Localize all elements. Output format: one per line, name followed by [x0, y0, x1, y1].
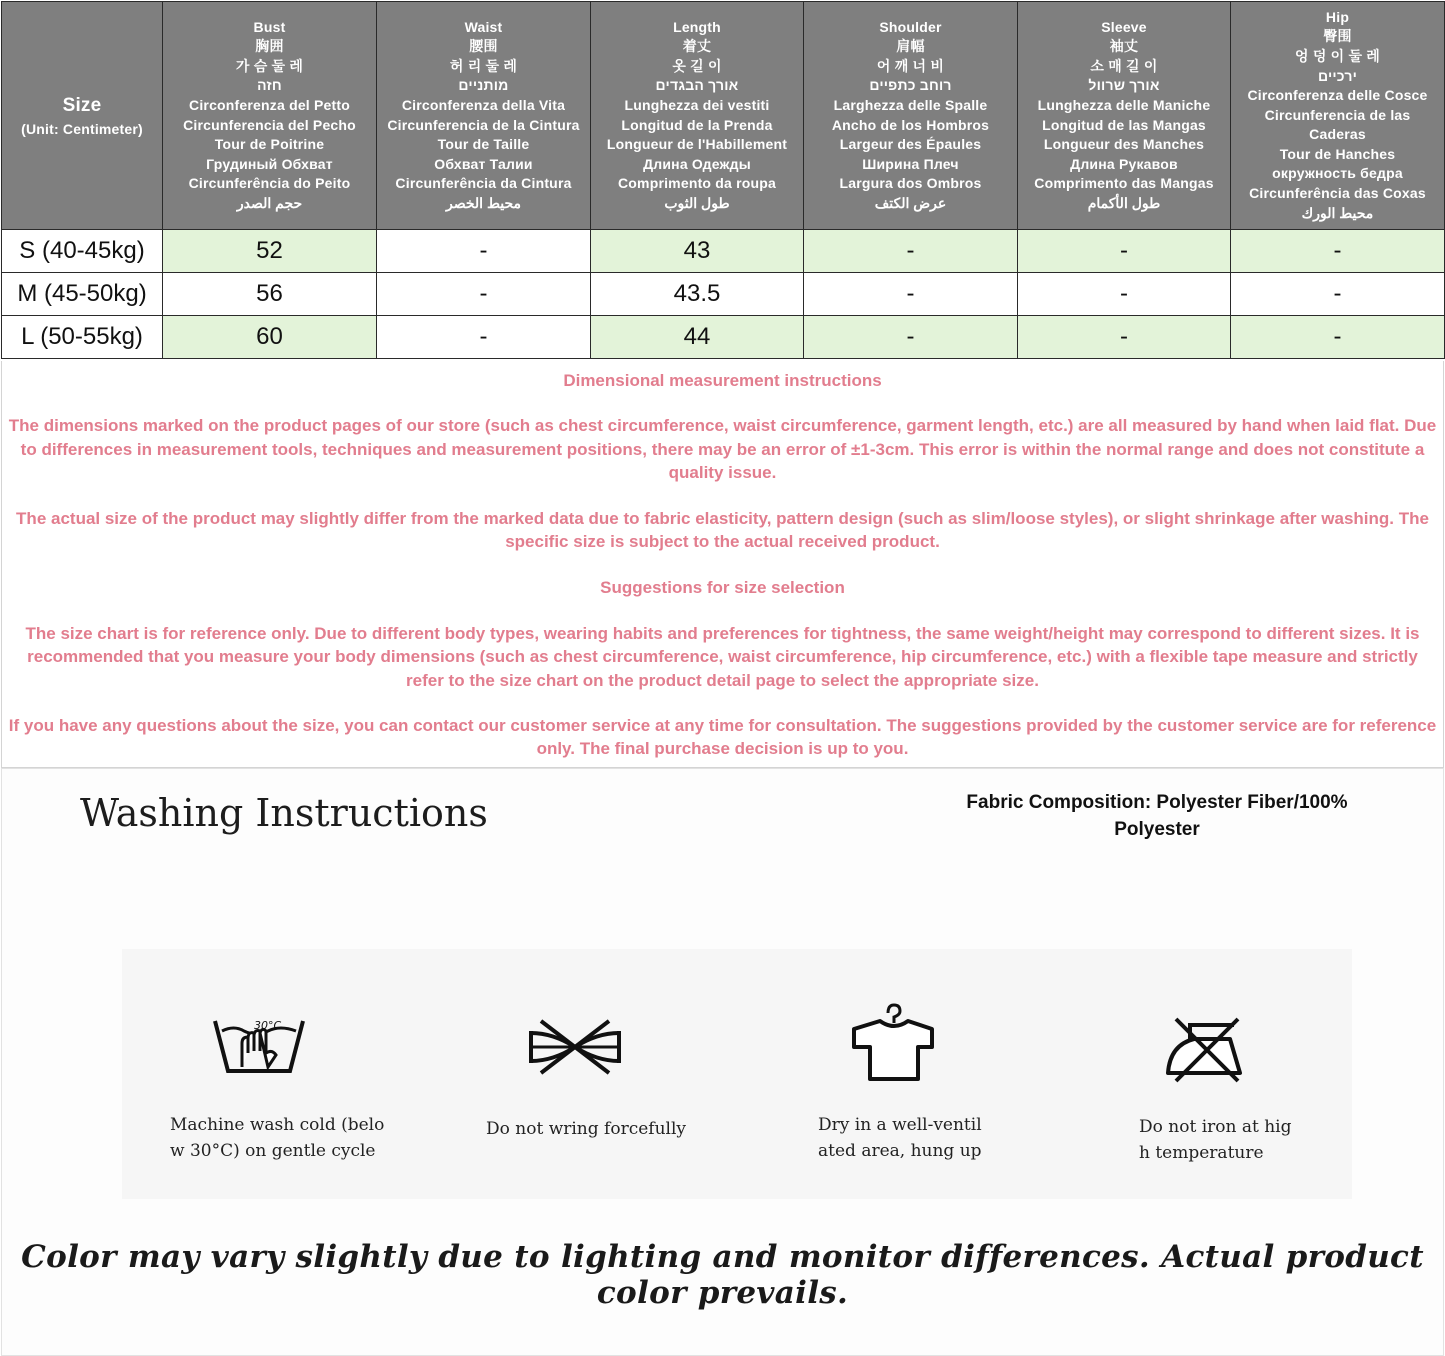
do-not-wring-icon — [527, 1019, 767, 1075]
size-table-header-row — [2, 2, 1445, 230]
column-header-line: Largura dos Ombros — [839, 175, 982, 192]
column-header-line: Comprimento da roupa — [617, 175, 776, 192]
column-header-line: Comprimento das Mangas — [1034, 175, 1214, 192]
machine-wash-caption — [170, 1112, 384, 1164]
column-header-line: 肩幅 — [896, 38, 925, 55]
column-header-line: Грудиный Обхват — [206, 155, 333, 172]
column-header-line: 가 슴 둘 레 — [235, 57, 304, 74]
column-header-line: Ancho de los Hombros — [831, 116, 990, 133]
column-header-line: Длина Рукавов — [1070, 155, 1178, 172]
hip-cell: - — [1231, 230, 1445, 273]
machine-wash-cold-icon — [212, 1009, 452, 1081]
size-column-header — [2, 2, 163, 230]
fabric-composition — [947, 789, 1367, 843]
fabric-composition-line: Polyester — [1114, 819, 1200, 840]
shoulder-cell: - — [804, 230, 1018, 273]
column-header-line: Tour de Poitrine — [214, 136, 325, 153]
column-header-line: Lunghezza dei vestiti — [624, 96, 770, 113]
caption-line: Do not wring forcefully — [486, 1119, 686, 1139]
caption-line: Do not iron at hig — [1139, 1117, 1292, 1137]
shoulder-column-header — [804, 2, 1018, 230]
column-header-line: Circunferência da Cintura — [395, 175, 572, 192]
wash-temperature-label: 30°C — [254, 1019, 282, 1032]
sleeve-cell: - — [1018, 316, 1231, 359]
hip-cell: - — [1231, 273, 1445, 316]
column-header-line: طول الثوب — [664, 194, 730, 211]
column-header-line: 옷 길 이 — [672, 57, 722, 74]
column-header-line: Ширина Плеч — [862, 155, 959, 172]
sleeve-column-header — [1018, 2, 1231, 230]
measurement-note-paragraph: The dimensions marked on the product pages of our store (such as chest circumference, waist circumference, garment length, etc.) are all measured by hand when laid flat. Due to differences in measurement tools, techniques and measurement positions, there may be an error of ±1-3cm. This error is within the normal range and does not constitute a quality issue. — [8, 416, 1437, 483]
size-cell: M (45-50kg) — [2, 273, 163, 316]
shoulder-cell: - — [804, 316, 1018, 359]
column-header-line: محيط الورك — [1301, 204, 1374, 221]
hip-cell: - — [1231, 316, 1445, 359]
column-header-line: Larghezza delle Spalle — [833, 96, 988, 113]
column-header-line: מותניים — [458, 77, 509, 94]
table-row — [2, 316, 1445, 359]
bust-cell: 52 — [163, 230, 377, 273]
shoulder-cell: - — [804, 273, 1018, 316]
column-header-line: Caderas — [1309, 126, 1366, 143]
column-header-line: 腰围 — [469, 38, 498, 55]
customer-service-note-paragraph: If you have any questions about the size, you can contact our customer service at any time for consultation. The suggestions provided by the customer service are for reference only. The final purchase decision is up to you. — [8, 716, 1437, 759]
measurement-instructions-heading: Dimensional measurement instructions — [563, 371, 882, 390]
size-header-label: Size — [62, 94, 102, 116]
column-header-line: 소 매 길 이 — [1090, 57, 1158, 74]
waist-cell: - — [377, 230, 591, 273]
column-header-line: 袖丈 — [1109, 38, 1139, 55]
column-header-line: 胸囲 — [255, 38, 284, 55]
column-header-line: חזה — [257, 77, 282, 94]
waist-cell: - — [377, 316, 591, 359]
column-header-line: Longueur de l'Habillement — [606, 136, 788, 153]
washing-instructions-title: Washing Instructions — [80, 791, 488, 835]
size-cell: L (50-55kg) — [2, 316, 163, 359]
hip-column-header — [1231, 2, 1445, 230]
size-unit-label: (Unit: Centimeter) — [21, 120, 143, 137]
column-header-line: Обхват Талии — [434, 155, 533, 172]
column-header-line: Circunferência do Peito — [188, 175, 351, 192]
column-header-line: Hip — [1325, 8, 1350, 25]
bust-cell: 56 — [163, 273, 377, 316]
column-header-line: 着丈 — [682, 38, 712, 55]
column-header-line: Shoulder — [879, 18, 942, 35]
column-header-line: Longitud de la Prenda — [621, 116, 773, 133]
do-not-iron-caption — [1139, 1114, 1291, 1166]
measurement-notes — [1, 361, 1444, 768]
hang-dry-caption — [818, 1112, 982, 1164]
column-header-line: Bust — [253, 18, 286, 35]
bust-cell: 60 — [163, 316, 377, 359]
column-header-line: محيط الخصر — [446, 194, 521, 211]
column-header-line: Tour de Hanches — [1279, 145, 1396, 162]
column-header-line: אורך הבגדים — [655, 77, 739, 94]
column-header-line: 허 리 둘 레 — [449, 57, 518, 74]
column-header-line: Sleeve — [1101, 18, 1147, 35]
column-header-line: Circunferencia de la Cintura — [387, 116, 580, 133]
column-header-line: Lunghezza delle Maniche — [1037, 96, 1211, 113]
column-header-line: Longueur des Manches — [1043, 136, 1205, 153]
size-cell: S (40-45kg) — [2, 230, 163, 273]
column-header-line: Tour de Taille — [437, 136, 530, 153]
column-header-line: حجم الصدر — [236, 194, 303, 211]
column-header-line: ירכיים — [1317, 67, 1358, 84]
column-header-line: Circonferenza del Petto — [189, 96, 350, 113]
column-header-line: רוחב כתפיים — [869, 77, 952, 94]
column-header-line: 臀围 — [1323, 28, 1352, 45]
length-cell: 43 — [591, 230, 804, 273]
table-row — [2, 230, 1445, 273]
color-disclaimer: Color may vary slightly due to lighting and monitor differences. Actual product color prevails. — [21, 1239, 1424, 1311]
sleeve-cell: - — [1018, 273, 1231, 316]
column-header-line: طول الأكمام — [1087, 194, 1161, 211]
column-header-line: Length — [673, 18, 721, 35]
table-row — [2, 273, 1445, 316]
column-header-line: Longitud de las Mangas — [1042, 116, 1206, 133]
caption-line: w 30°C) on gentle cycle — [170, 1141, 376, 1161]
column-header-line: Circunferencia de las — [1264, 106, 1411, 123]
column-header-line: Circonferenza delle Cosce — [1247, 87, 1428, 104]
waist-column-header — [377, 2, 591, 230]
size-chart-table — [1, 1, 1445, 359]
column-header-line: Circonferenza della Vita — [401, 96, 566, 113]
bust-column-header — [163, 2, 377, 230]
sleeve-cell: - — [1018, 230, 1231, 273]
length-cell: 44 — [591, 316, 804, 359]
column-header-line: Waist — [464, 18, 503, 35]
length-cell: 43.5 — [591, 273, 804, 316]
column-header-line: 엉 덩 이 둘 레 — [1295, 47, 1380, 64]
caption-line: ated area, hung up — [818, 1141, 982, 1161]
column-header-line: 어 깨 너 비 — [876, 57, 945, 74]
do-not-wring-caption — [486, 1116, 686, 1142]
caption-line: h temperature — [1139, 1143, 1264, 1163]
size-selection-heading: Suggestions for size selection — [600, 578, 845, 598]
caption-line: Dry in a well-ventil — [818, 1115, 982, 1135]
column-header-line: Длина Одежды — [643, 155, 751, 172]
column-header-line: Largeur des Épaules — [839, 136, 982, 153]
washing-instructions-section — [1, 768, 1444, 1356]
column-header-line: окружность бедра — [1272, 165, 1403, 182]
length-column-header — [591, 2, 804, 230]
size-chart-note-paragraph: The size chart is for reference only. Due to different body types, wearing habits and preferences for tightness, the same weight/height may correspond to different sizes. It is recommended that you measure your body dimensions (such as chest circumference, waist circumference, hip circumference, etc.) with a flexible tape measure and strictly refer to the size chart on the product detail page to select the appropriate size. — [25, 623, 1420, 690]
column-header-line: Circunferencia del Pecho — [183, 116, 356, 133]
column-header-line: Circunferência das Coxas — [1249, 185, 1426, 202]
column-header-line: אורך שרוול — [1088, 77, 1160, 94]
elasticity-note-paragraph: The actual size of the product may slightly differ from the marked data due to fabric elasticity, pattern design (such as slim/loose styles), or slight shrinkage after washing. The specific size is subject to the actual received product. — [16, 508, 1429, 552]
fabric-composition-line: Fabric Composition: Polyester Fiber/100% — [966, 792, 1348, 813]
hang-dry-icon — [850, 1001, 1090, 1083]
column-header-line: عرض الكتف — [874, 194, 947, 211]
waist-cell: - — [377, 273, 591, 316]
caption-line: Machine wash cold (belo — [170, 1115, 385, 1135]
do-not-iron-icon — [1164, 1017, 1404, 1083]
